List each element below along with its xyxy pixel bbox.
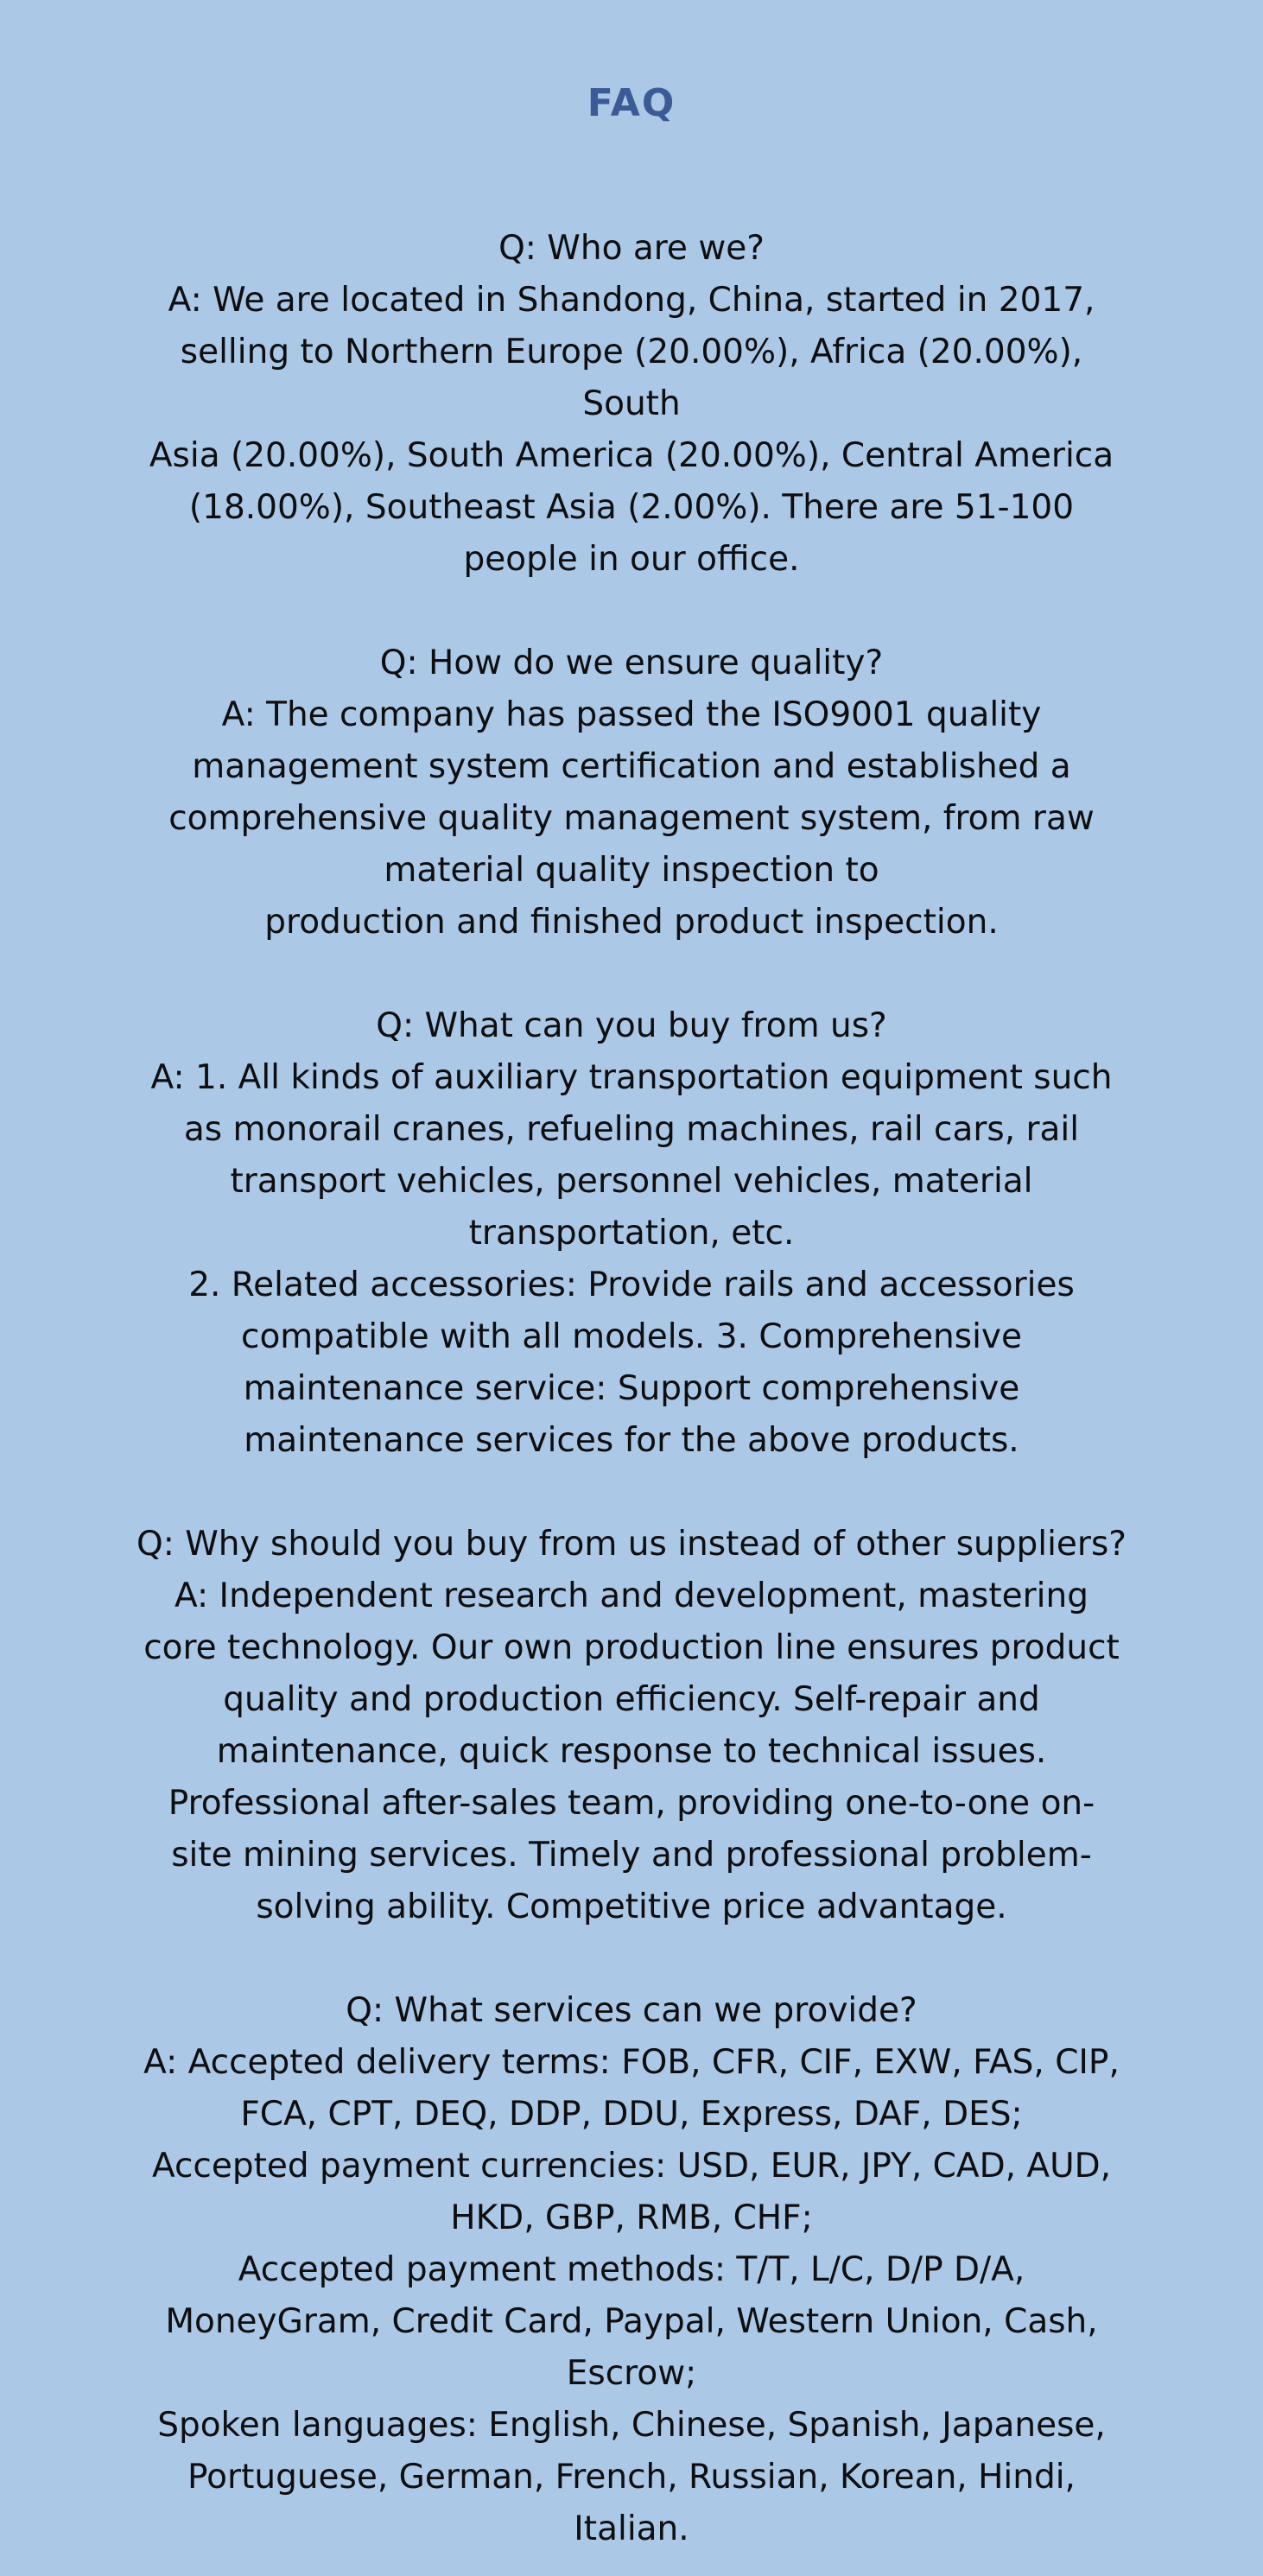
answer-text-line: Italian. [574, 2509, 689, 2548]
answer-text-line: as monorail cranes, refueling machines, rail cars, rail [183, 1110, 1080, 1149]
question-text: Q: How do we ensure quality? [379, 644, 884, 682]
answer-text-line: transportation, etc. [468, 1214, 795, 1253]
answer-text-line: Spoken languages: English, Chinese, Spanish, Japanese, [157, 2406, 1106, 2445]
answer-text-line: A: We are located in Shandong, China, started in 2017, [168, 281, 1095, 320]
answer-text-line: Accepted payment methods: T/T, L/C, D/P D/A, [238, 2250, 1025, 2289]
faq-item-what-to-buy [100, 1000, 1163, 1467]
answer-text-line: people in our office. [463, 540, 800, 579]
answer-text-line: South [582, 384, 681, 423]
answer-text-line: solving ability. Competitive price advantage. [256, 1888, 1007, 1926]
page-title: FAQ [587, 81, 676, 125]
answer-text-line: A: 1. All kinds of auxiliary transportation equipment such [150, 1058, 1113, 1097]
answer-text-line: maintenance service: Support comprehensive [243, 1369, 1020, 1408]
answer-text-line: site mining services. Timely and professional problem- [171, 1836, 1092, 1875]
answer-text-line: A: Independent research and development, mastering [175, 1577, 1088, 1615]
question-text: Q: Who are we? [498, 229, 765, 268]
faq-list [100, 223, 1163, 2555]
answer-text-line: 2. Related accessories: Provide rails and accessories [188, 1266, 1075, 1304]
question-text: Q: What can you buy from us? [376, 1006, 887, 1045]
answer-text-line: A: Accepted delivery terms: FOB, CFR, CIF, EXW, FAS, CIP, [143, 2043, 1120, 2082]
answer-text-line: compatible with all models. 3. Comprehensive [241, 1317, 1022, 1356]
question-text: Q: What services can we provide? [346, 1991, 917, 2030]
faq-item-who-are-we [100, 223, 1163, 586]
answer-text-line: selling to Northern Europe (20.00%), Africa (20.00%), [180, 333, 1083, 371]
answer-text-line: (18.00%), Southeast Asia (2.00%). There are 51-100 [188, 488, 1075, 527]
answer-text-line: HKD, GBP, RMB, CHF; [450, 2198, 813, 2237]
answer-text-line: quality and production efficiency. Self-repair and [223, 1680, 1040, 1719]
answer-text-line: A: The company has passed the ISO9001 quality [221, 695, 1042, 734]
answer-text-line: maintenance, quick response to technical issues. [216, 1732, 1047, 1771]
answer-text-line: comprehensive quality management system, from raw [168, 799, 1095, 838]
faq-item-why-buy-from-us [100, 1519, 1163, 1933]
answer-text-line: Escrow; [566, 2354, 697, 2393]
answer-text-line: Accepted payment currencies: USD, EUR, JPY, CAD, AUD, [151, 2147, 1112, 2186]
answer-text-line: Professional after-sales team, providing one-to-one on- [168, 1784, 1095, 1823]
answer-text-line: MoneyGram, Credit Card, Paypal, Western Union, Cash, [165, 2302, 1098, 2341]
answer-text-line: management system certification and established a [192, 747, 1071, 786]
answer-text-line: Portuguese, German, French, Russian, Korean, Hindi, [187, 2458, 1076, 2497]
faq-item-quality [100, 638, 1163, 949]
answer-text-line: production and finished product inspection. [264, 903, 999, 942]
answer-text-line: material quality inspection to [384, 851, 879, 890]
faq-item-services [100, 1985, 1163, 2555]
answer-text-line: core technology. Our own production line ensures product [143, 1628, 1120, 1667]
answer-text-line: FCA, CPT, DEQ, DDP, DDU, Express, DAF, DES; [240, 2095, 1023, 2134]
question-text: Q: Why should you buy from us instead of other suppliers? [136, 1525, 1127, 1564]
answer-text-line: maintenance services for the above products. [244, 1421, 1019, 1460]
answer-text-line: transport vehicles, personnel vehicles, material [230, 1162, 1033, 1201]
answer-text-line: Asia (20.00%), South America (20.00%), Central America [149, 436, 1114, 475]
